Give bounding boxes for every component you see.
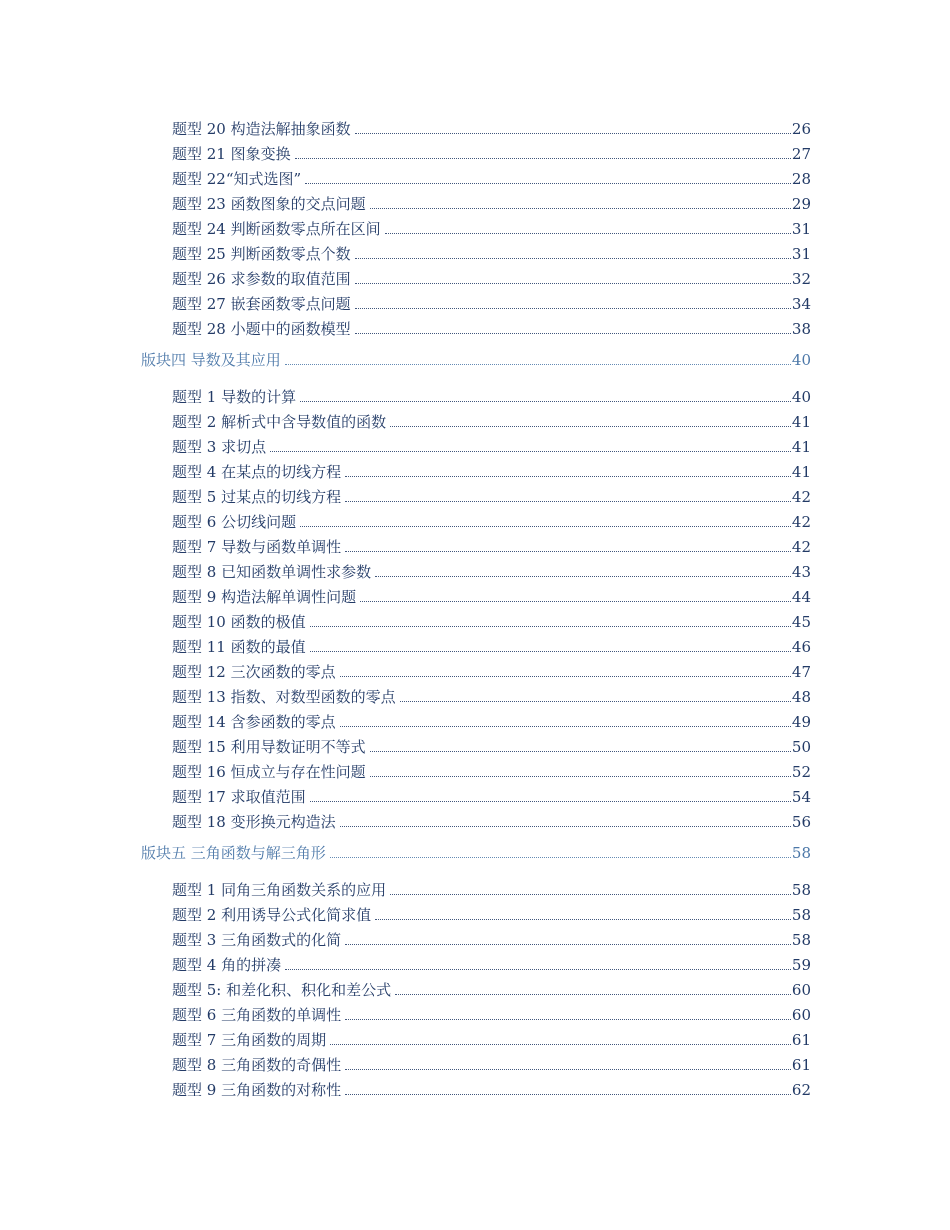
toc-entry[interactable] [0,977,950,1002]
toc-entry[interactable] [0,784,950,809]
dot-leader [345,944,791,945]
toc-section-entry[interactable] [0,341,950,375]
toc-entry-title: 题型 7 三角函数的周期 [172,1031,327,1049]
dot-leader [370,208,791,209]
toc-entry[interactable] [0,216,950,241]
toc-entry[interactable] [0,1002,950,1027]
toc-page-number: 54 [791,788,811,806]
dot-leader [395,994,791,995]
toc-entry[interactable] [0,484,950,509]
toc-page-number: 41 [791,463,811,481]
toc-page-number: 40 [791,388,811,406]
toc-entry[interactable] [0,409,950,434]
toc-page-number: 56 [791,813,811,831]
toc-page-number: 42 [791,538,811,556]
dot-leader [330,857,791,858]
toc-entry-title: 题型 26 求参数的取值范围 [172,270,351,288]
toc-entry[interactable] [0,316,950,341]
toc-entry-title: 题型 5 过某点的切线方程 [172,488,342,506]
toc-entry[interactable] [0,709,950,734]
toc-entry-title: 题型 25 判断函数零点个数 [172,245,351,263]
toc-entry[interactable] [0,634,950,659]
toc-page-number: 32 [791,270,811,288]
dot-leader [270,451,791,452]
toc-entry-title: 题型 15 利用导数证明不等式 [172,738,366,756]
toc-entry-title: 题型 24 判断函数零点所在区间 [172,220,381,238]
dot-leader [340,826,791,827]
dot-leader [340,676,791,677]
toc-page-number: 41 [791,438,811,456]
toc-entry[interactable] [0,434,950,459]
dot-leader [390,894,791,895]
dot-leader [285,364,791,365]
toc-page-number: 34 [791,295,811,313]
dot-leader [305,183,791,184]
toc-entry[interactable] [0,534,950,559]
toc-page-number: 42 [791,488,811,506]
toc-entry-title: 题型 14 含参函数的零点 [172,713,336,731]
toc-page-number: 58 [791,906,811,924]
toc-page-number: 50 [791,738,811,756]
toc-entry[interactable] [0,759,950,784]
toc-entry[interactable] [0,952,950,977]
toc-page-number: 46 [791,638,811,656]
toc-entry-title: 题型 6 三角函数的单调性 [172,1006,342,1024]
dot-leader [300,526,791,527]
toc-entry-title: 题型 12 三次函数的零点 [172,663,336,681]
dot-leader [310,626,791,627]
toc-entry-title: 题型 6 公切线问题 [172,513,297,531]
toc-entry[interactable] [0,927,950,952]
toc-page-number: 61 [791,1056,811,1074]
dot-leader [370,776,791,777]
toc-entry[interactable] [0,659,950,684]
toc-entry-title: 题型 9 构造法解单调性问题 [172,588,357,606]
toc-page-number: 44 [791,588,811,606]
toc-entry-title: 题型 16 恒成立与存在性问题 [172,763,366,781]
toc-entry-title: 题型 27 嵌套函数零点问题 [172,295,351,313]
dot-leader [340,726,791,727]
toc-entry[interactable] [0,1077,950,1102]
toc-page-number: 52 [791,763,811,781]
toc-entry[interactable] [0,1052,950,1077]
toc-entry-title: 题型 28 小题中的函数模型 [172,320,351,338]
toc-entry[interactable] [0,809,950,834]
toc-page-number: 40 [791,351,811,369]
toc-entry-title: 题型 3 三角函数式的化简 [172,931,342,949]
dot-leader [385,233,791,234]
toc-entry[interactable] [0,1027,950,1052]
dot-leader [330,1044,791,1045]
toc-entry-title: 题型 8 已知函数单调性求参数 [172,563,372,581]
toc-entry[interactable] [0,734,950,759]
toc-entry-title: 题型 23 函数图象的交点问题 [172,195,366,213]
dot-leader [375,576,791,577]
dot-leader [345,501,791,502]
dot-leader [300,401,791,402]
toc-entry-title: 题型 3 求切点 [172,438,267,456]
table-of-contents [0,116,950,1102]
toc-page-number: 38 [791,320,811,338]
toc-entry-title: 题型 2 利用诱导公式化简求值 [172,906,372,924]
toc-entry[interactable] [0,141,950,166]
toc-entry-title: 题型 17 求取值范围 [172,788,306,806]
toc-entry-title: 题型 1 同角三角函数关系的应用 [172,881,387,899]
toc-entry-title: 题型 13 指数、对数型函数的零点 [172,688,396,706]
toc-entry-title: 题型 7 导数与函数单调性 [172,538,342,556]
toc-entry[interactable] [0,166,950,191]
toc-entry-title: 题型 20 构造法解抽象函数 [172,120,351,138]
toc-entry[interactable] [0,877,950,902]
toc-page-number: 62 [791,1081,811,1099]
toc-entry[interactable] [0,509,950,534]
toc-page-number: 31 [791,220,811,238]
toc-entry-title: 题型 21 图象变换 [172,145,291,163]
dot-leader [345,476,791,477]
dot-leader [355,308,791,309]
dot-leader [370,751,791,752]
toc-entry[interactable] [0,559,950,584]
dot-leader [355,133,791,134]
section-spacer [0,868,950,877]
toc-entry-title: 版块四 导数及其应用 [141,351,281,369]
toc-page-number: 27 [791,145,811,163]
toc-page-number: 42 [791,513,811,531]
toc-entry-title: 题型 5: 和差化积、积化和差公式 [172,981,392,999]
toc-page-number: 61 [791,1031,811,1049]
dot-leader [295,158,791,159]
dot-leader [310,651,791,652]
dot-leader [345,1019,791,1020]
dot-leader [285,969,791,970]
toc-entry-title: 题型 2 解析式中含导数值的函数 [172,413,387,431]
toc-entry-title: 题型 11 函数的最值 [172,638,306,656]
toc-page-number: 31 [791,245,811,263]
toc-entry[interactable] [0,191,950,216]
dot-leader [390,426,791,427]
toc-entry-title: 题型 9 三角函数的对称性 [172,1081,342,1099]
toc-page-number: 47 [791,663,811,681]
toc-entry-title: 题型 10 函数的极值 [172,613,306,631]
toc-entry[interactable] [0,584,950,609]
toc-page-number: 60 [791,981,811,999]
toc-page-number: 29 [791,195,811,213]
toc-entry-title: 版块五 三角函数与解三角形 [141,844,326,862]
toc-entry[interactable] [0,459,950,484]
toc-entry-title: 题型 4 角的拼凑 [172,956,282,974]
toc-page-number: 58 [791,881,811,899]
dot-leader [345,551,791,552]
toc-entry-title: 题型 18 变形换元构造法 [172,813,336,831]
toc-entry-title: 题型 22“知式选图” [172,170,302,188]
toc-page-number: 28 [791,170,811,188]
dot-leader [360,601,791,602]
toc-entry-title: 题型 8 三角函数的奇偶性 [172,1056,342,1074]
toc-entry[interactable] [0,384,950,409]
toc-page-number: 43 [791,563,811,581]
toc-entry[interactable] [0,902,950,927]
toc-page-number: 49 [791,713,811,731]
toc-entry-title: 题型 4 在某点的切线方程 [172,463,342,481]
toc-page-number: 26 [791,120,811,138]
toc-page-number: 58 [791,931,811,949]
dot-leader [355,333,791,334]
toc-page-number: 41 [791,413,811,431]
toc-entry[interactable] [0,609,950,634]
toc-entry[interactable] [0,241,950,266]
toc-page-number: 58 [791,844,811,862]
dot-leader [355,258,791,259]
toc-entry[interactable] [0,266,950,291]
dot-leader [310,801,791,802]
section-spacer [0,375,950,384]
dot-leader [345,1094,791,1095]
toc-entry[interactable] [0,291,950,316]
dot-leader [345,1069,791,1070]
toc-entry-title: 题型 1 导数的计算 [172,388,297,406]
toc-page-number: 48 [791,688,811,706]
toc-page-number: 45 [791,613,811,631]
dot-leader [355,283,791,284]
toc-entry[interactable] [0,684,950,709]
dot-leader [375,919,791,920]
toc-entry[interactable] [0,116,950,141]
toc-section-entry[interactable] [0,834,950,868]
dot-leader [400,701,791,702]
toc-page-number: 59 [791,956,811,974]
toc-page-number: 60 [791,1006,811,1024]
